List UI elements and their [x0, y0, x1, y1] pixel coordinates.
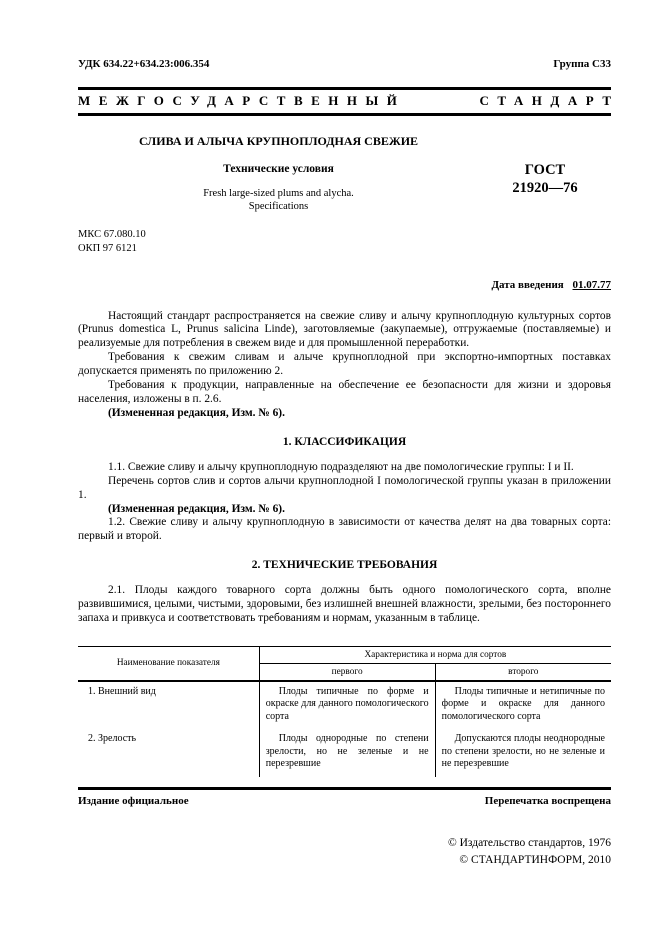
date-label: Дата введения [491, 278, 564, 291]
english-title-line1: Fresh large-sized plums and alycha. [203, 188, 354, 199]
clause-2-1: 2.1. Плоды каждого товарного сорта должны быть одного помологического сорта, вполне развившимися, целыми, чистыми, здоровыми, без излишней внешней влажности, зрелыми, без постороннего запаха и привкуса и соответствовать требованиям и нормам, указанным в таблице. [78, 584, 611, 625]
classification-codes [78, 228, 611, 255]
gost-number: 21920—76 [512, 180, 578, 197]
document-title: СЛИВА И АЛЫЧА КРУПНОПЛОДНАЯ СВЕЖИЕ [138, 134, 419, 148]
title-left-column [78, 134, 479, 213]
document-body [78, 310, 611, 626]
footer-official-note: Издание официальное [78, 794, 189, 807]
introduction-date [78, 279, 611, 291]
banner-word-standard: СТАНДАРТ [479, 93, 620, 108]
clause-1-2: 1.2. Свежие сливу и алычу крупноплодную в зависимости от качества делят на два товарных сорта: первый и второй. [78, 516, 611, 543]
copyright-block [78, 835, 611, 868]
table-header-group: Характеристика и норма для сортов [259, 646, 611, 663]
footer [78, 795, 611, 807]
table-cell-first-grade: Плоды однородные по степени зрелости, но не зеленые и не перезревшие [259, 729, 435, 777]
section-1-amendment-note: (Измененная редакция, Изм. № 6). [108, 502, 285, 515]
requirements-table [78, 646, 611, 777]
group-code: Группа С33 [553, 58, 611, 70]
table-header-second-grade: второго [435, 663, 611, 681]
table-cell-indicator: 1. Внешний вид [88, 685, 156, 697]
section-2-heading: 2. ТЕХНИЧЕСКИЕ ТРЕБОВАНИЯ [251, 559, 438, 572]
table-row [78, 729, 611, 777]
udk-number: УДК 634.22+634.23:006.354 [78, 58, 210, 70]
okp-code: ОКП 97 6121 [78, 242, 137, 254]
intro-paragraph-scope: Настоящий стандарт распространяется на свежие сливу и алычу крупноплодную культурных сортов (Prunus domestica L, Prunus salicina Linde), заготовляемые (закупаемые), отгружаемые (поставляемые) и реализуемые для потребления в свежем виде и для промышленной переработки. [78, 309, 611, 350]
title-block [78, 134, 611, 213]
english-title-line2: Specifications [248, 201, 309, 213]
copyright-line-2010: © СТАНДАРТИНФОРМ, 2010 [459, 853, 611, 866]
clause-1-1-note: Перечень сортов слив и сортов алычи крупноплодной I помологической группы указан в приложении 1. [78, 474, 611, 501]
footer-reprint-note: Перепечатка воспрещена [484, 794, 611, 807]
document-subtitle: Технические условия [223, 163, 334, 175]
table-header-first-grade: первого [259, 663, 435, 681]
section-1-heading: 1. КЛАССИФИКАЦИЯ [282, 435, 407, 448]
standard-type-banner [78, 87, 620, 116]
gost-designation [479, 161, 611, 213]
intro-paragraph-export: Требования к свежим сливам и алыче крупноплодной при экспортно-импортных поставках допускается применять по приложению 2. [78, 351, 611, 378]
top-codes-row [78, 58, 611, 70]
table-cell-second-grade: Плоды типичные и нетипичные по форме и окраске для данного помологического сорта [435, 681, 611, 730]
requirements-table-header [78, 646, 611, 681]
english-title [78, 187, 479, 213]
gost-label: ГОСТ [524, 162, 566, 178]
intro-amendment-note: (Измененная редакция, Изм. № 6). [108, 406, 285, 419]
table-cell-first-grade: Плоды типичные по форме и окраске для данного помологического сорта [259, 681, 435, 730]
banner-word-interstate: МЕЖГОСУДАРСТВЕННЫЙ [78, 93, 406, 108]
table-cell-second-grade: Допускаются плоды неоднородные по степени зрелости, но не зеленые и не перезревшие [435, 729, 611, 777]
copyright-line-1976: © Издательство стандартов, 1976 [447, 836, 611, 849]
table-row [78, 681, 611, 730]
table-cell-indicator: 2. Зрелость [88, 733, 137, 745]
table-header-indicator: Наименование показателя [78, 646, 259, 681]
date-value: 01.07.77 [572, 278, 611, 291]
clause-1-1: 1.1. Свежие сливу и алычу крупноплодную подразделяют на две помологические группы: I и II. [108, 460, 574, 473]
footer-divider [78, 787, 611, 790]
mks-code: МКС 67.080.10 [78, 229, 146, 241]
intro-paragraph-safety: Требования к продукции, направленные на обеспечение ее безопасности для жизни и здоровья населения, изложены в п. 2.6. [78, 379, 611, 405]
